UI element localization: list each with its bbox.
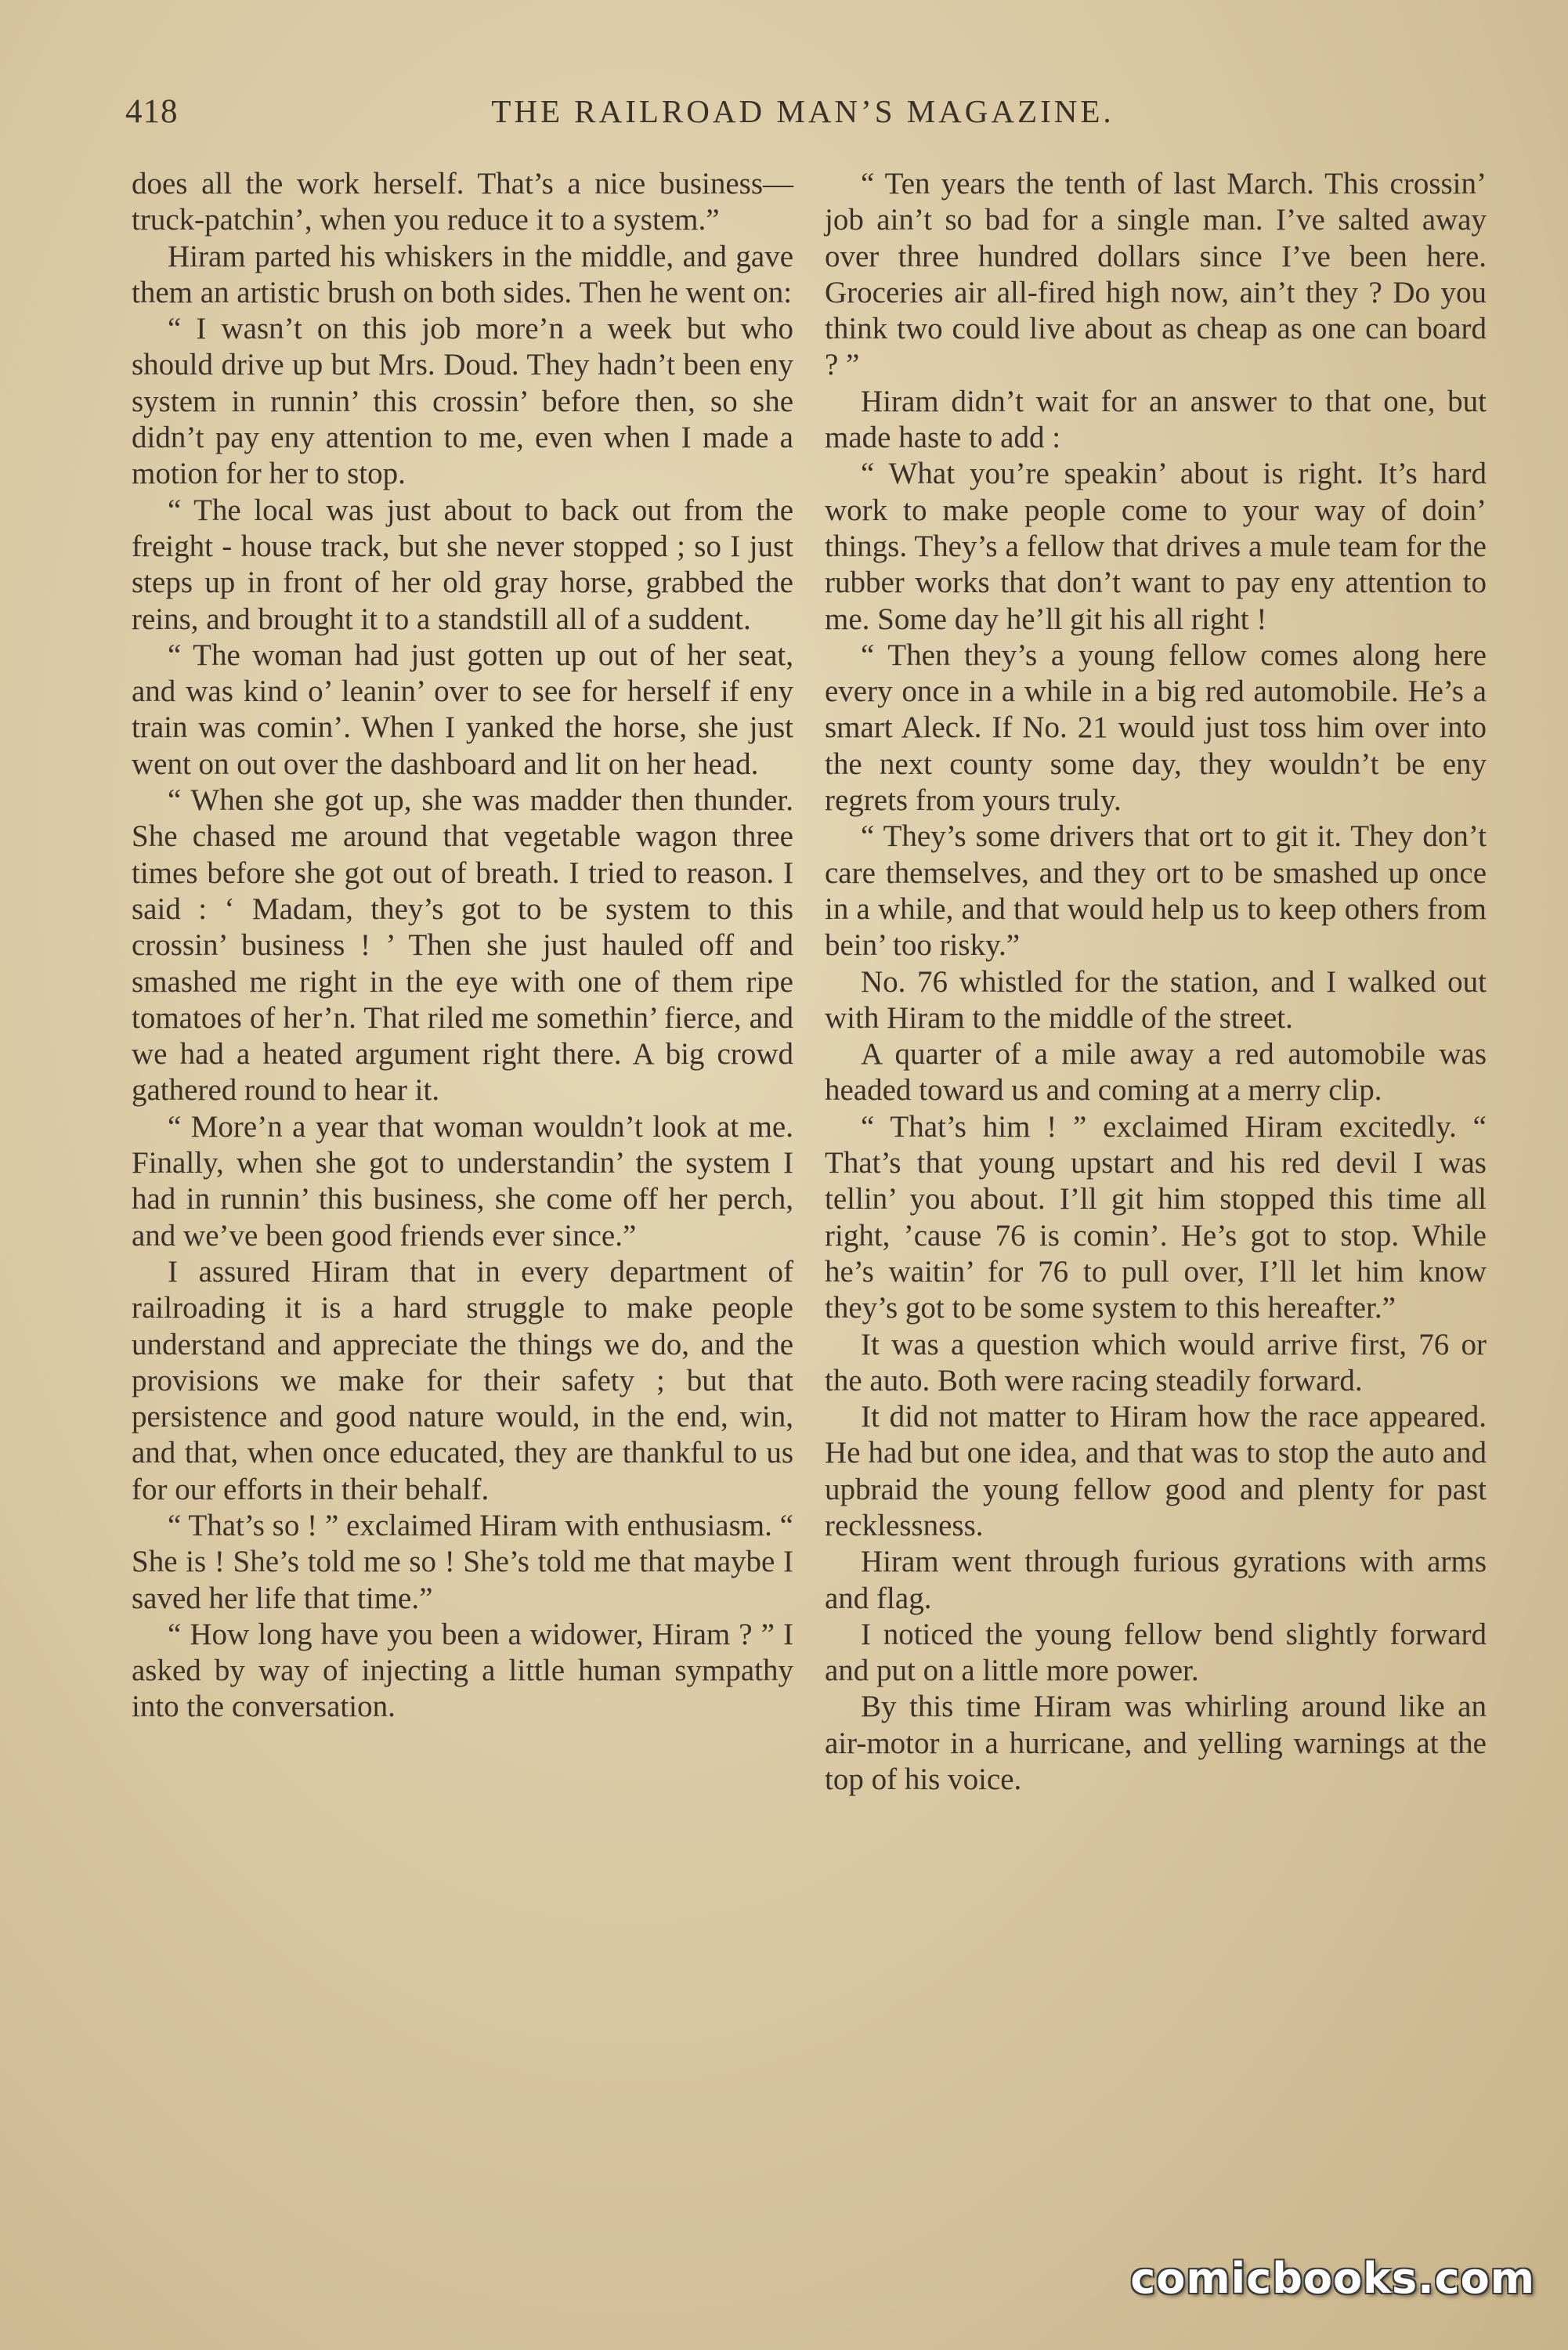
paragraph: “ The woman had just gotten up out of her seat, and was kind o’ leanin’ over to see for herself if eny train was comin’. When I yanked the horse, she just went on out over the dashboard and lit on her head.: [132, 638, 793, 781]
paragraph: A quarter of a mile away a red automobile was headed toward us and coming at a merry clip.: [825, 1037, 1487, 1108]
paragraph: does all the work herself. That’s a nice business—truck-patchin’, when you reduce it to a system.”: [132, 167, 793, 237]
page-header: [125, 92, 1480, 147]
paragraph: “ Then they’s a young fellow comes along here every once in a while in a big red automobile. He’s a smart Aleck. If No. 21 would just toss him over into the next county some day, they wouldn’t be eny regrets from yours truly.: [825, 638, 1487, 818]
paragraph: “ That’s him ! ” exclaimed Hiram excitedly. “ That’s that young upstart and his red devil I was tellin’ you about. I’ll git him stopped this time all right, ’cause 76 is comin’. He’s got to stop. While he’s waitin’ for 76 to pull over, I’ll let him know they’s got to be some system to this hereafter.”: [825, 1109, 1487, 1325]
paragraph: “ When she got up, she was madder then thunder. She chased me around that vegetable wagon three times before she got out of breath. I tried to reason. I said : ‘ Madam, they’s got to be system to this crossin’ business ! ’ Then she just hauled off and smashed me right in the eye with one of them ripe tomatoes of her’n. That riled me somethin’ fierce, and we had a heated argument right there. A big crowd gathered round to hear it.: [132, 783, 793, 1108]
paragraph: “ What you’re speakin’ about is right. It’s hard work to make people come to your way of doin’ things. They’s a fellow that drives a mule team for the rubber works that don’t want to pay eny attention to me. Some day he’ll git his all right !: [825, 457, 1487, 636]
paragraph: Hiram went through furious gyrations with arms and flag.: [825, 1545, 1487, 1615]
paragraph: “ How long have you been a widower, Hiram ? ” I asked by way of injecting a little human sympathy into the conversation.: [132, 1617, 793, 1724]
paragraph: It did not matter to Hiram how the race appeared. He had but one idea, and that was to stop the auto and upbraid the young fellow good and plenty for past recklessness.: [825, 1400, 1487, 1542]
paragraph: No. 76 whistled for the station, and I walked out with Hiram to the middle of the street.: [825, 964, 1487, 1035]
paragraph: “ I wasn’t on this job more’n a week but who should drive up but Mrs. Doud. They hadn’t been eny system in runnin’ this crossin’ before then, so she didn’t pay eny attention to me, even when I made a motion for her to stop.: [132, 312, 793, 491]
paragraph: “ They’s some drivers that ort to git it. They don’t care themselves, and they ort to be smashed up once in a while, and that would help us to keep others from bein’ too risky.”: [825, 819, 1487, 963]
paragraph: I assured Hiram that in every department of railroading it is a hard struggle to make people understand and appreciate the things we do, and the provisions we make for their safety ; but that persistence and good nature would, in the end, win, and that, when once educated, they are thankful to us for our efforts in their behalf.: [132, 1254, 793, 1506]
watermark-logo: comicbooks.com: [1130, 2254, 1535, 2303]
paragraph: Hiram didn’t wait for an answer to that one, but made haste to add :: [825, 384, 1487, 455]
paragraph: “ Ten years the tenth of last March. This crossin’ job ain’t so bad for a single man. I’ve salted away over three hundred dollars since I’ve been here. Groceries air all-fired high now, ain’t they ? Do you think two could live about as cheap as one can board ? ”: [825, 167, 1487, 382]
paragraph: It was a question which would arrive first, 76 or the auto. Both were racing steadily forward.: [825, 1327, 1487, 1397]
paragraph: “ More’n a year that woman wouldn’t look at me. Finally, when she got to understandin’ the system I had in runnin’ this business, she come off her perch, and we’ve been good friends ever since.”: [132, 1109, 793, 1253]
paragraph: By this time Hiram was whirling around like an air-motor in a hurricane, and yelling warnings at the top of his voice.: [825, 1690, 1487, 1797]
running-title: THE RAILROAD MAN’S MAGAZINE.: [491, 93, 1115, 129]
paragraph: Hiram parted his whiskers in the middle, and gave them an artistic brush on both sides. Then he went on:: [132, 239, 793, 309]
paragraph: I noticed the young fellow bend slightly forward and put on a little more power.: [825, 1617, 1487, 1688]
page-number: 418: [125, 93, 179, 130]
right-column: [825, 166, 1487, 1798]
paragraph: “ The local was just about to back out from the freight - house track, but she never stopped ; so I just steps up in front of her old gray horse, grabbed the reins, and brought it to a standstill all of a suddent.: [132, 493, 793, 636]
paragraph: “ That’s so ! ” exclaimed Hiram with enthusiasm. “ She is ! She’s told me so ! She’s told me that maybe I saved her life that time.”: [132, 1508, 793, 1615]
left-column: [132, 166, 793, 1726]
